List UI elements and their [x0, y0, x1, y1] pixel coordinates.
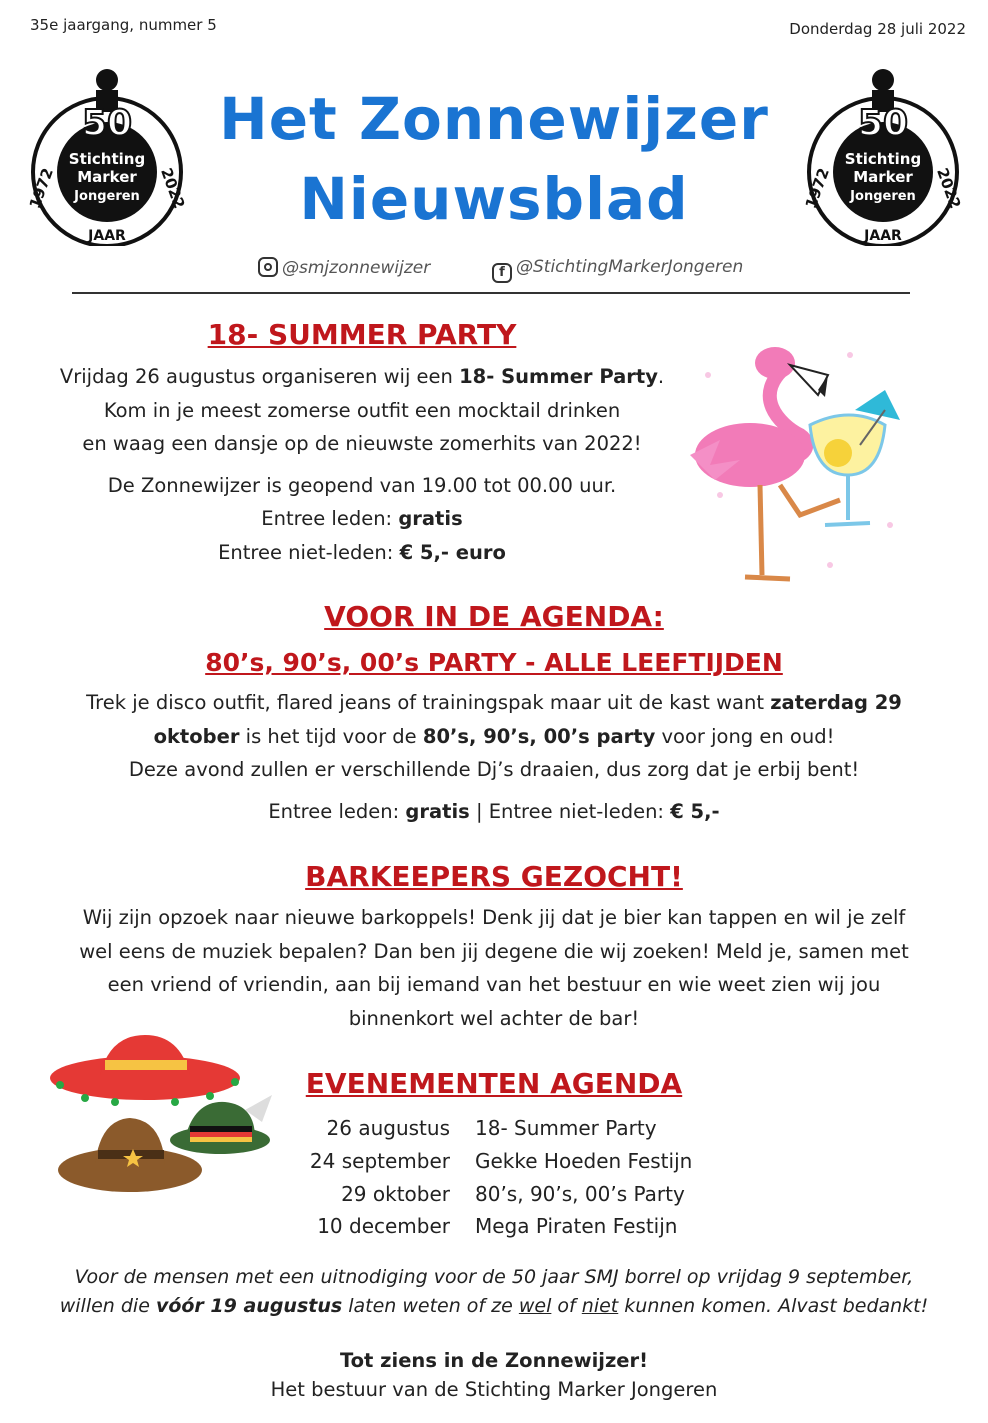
logo-50: 50 [81, 103, 133, 144]
instagram-handle[interactable]: @smjzonnewijzer [258, 257, 430, 278]
closing-text [0, 1346, 988, 1404]
svg-text:Jongeren: Jongeren [850, 189, 916, 204]
event-date: 26 augustus [326, 1116, 450, 1140]
svg-text:1972: 1972 [802, 165, 833, 211]
svg-text:50: 50 [857, 103, 909, 144]
event-name: Mega Piraten Festijn [475, 1214, 678, 1238]
svg-text:Marker: Marker [77, 168, 137, 186]
event-name: 18- Summer Party [475, 1116, 657, 1140]
instagram-icon [258, 257, 278, 277]
barkeepers-heading: BARKEEPERS GEZOCHT! [305, 860, 683, 893]
eighties-party-text: Trek je disco outfit, flared jeans of trainingspak maar uit de kast want zaterdag 29 oktober is het tijd voor de 80’s, 90’s, 00’s party voor jong en oud! Deze avond zullen er verschillende Dj’s draaien, dus zorg dat je erbij bent! Entree leden: gratis | Entree niet-leden: € 5,- [86, 691, 902, 823]
facebook-handle[interactable]: f @StichtingMarkerJongeren [492, 257, 743, 283]
event-name: Gekke Hoeden Festijn [475, 1149, 693, 1173]
svg-text:JAAR: JAAR [88, 228, 126, 244]
barkeepers-text: Wij zijn opzoek naar nieuwe barkoppels! Denk jij dat je bier kan tappen en wil je zelf wel eens de muziek bepalen? Dan ben jij degene die wij zoeken! Meld je, samen met een vriend of vriendin, aan bij iemand van het bestuur en wie weet zien wij jou binnenkort wel achter de bar! [79, 906, 909, 1030]
eighties-party-subheading: 80’s, 90’s, 00’s PARTY - ALLE LEEFTIJDEN [205, 648, 783, 677]
closing-signature: Het bestuur van de Stichting Marker Jongeren [270, 1378, 718, 1401]
newsletter-title-line2: Nieuwsblad [299, 165, 689, 233]
event-date: 10 december [317, 1214, 450, 1238]
borrel-invitation-note: Voor de mensen met een uitnodiging voor de 50 jaar SMJ borrel op vrijdag 9 september, willen die vóór 19 augustus laten weten of ze wel of niet kunnen komen. Alvast bedankt! [59, 1266, 929, 1317]
event-date: 24 september [309, 1149, 450, 1173]
summer-party-text: Vrijdag 26 augustus organiseren wij een 18- Summer Party. Kom in je meest zomerse outfit een mocktail drinken en waag een dansje op de nieuwste zomerhits van 2022! De Zonnewijzer is geopend van 19.00 tot 00.00 uur. Entree leden: gratis Entree niet-leden: € 5,- euro [59, 365, 665, 564]
svg-text:1972: 1972 [26, 165, 57, 211]
svg-text:Stichting: Stichting [844, 150, 922, 168]
event-name: 80’s, 90’s, 00’s Party [475, 1182, 685, 1206]
closing-greeting: Tot ziens in de Zonnewijzer! [339, 1349, 649, 1372]
flamingo-cocktail-illustration [680, 335, 910, 585]
header-divider [72, 292, 910, 294]
events-agenda-list [0, 1112, 988, 1252]
events-agenda-heading: EVENEMENTEN AGENDA [305, 1067, 683, 1100]
facebook-icon: f [492, 263, 512, 283]
issue-date: Donderdag 28 juli 2022 [789, 20, 966, 38]
svg-text:2022: 2022 [933, 165, 964, 211]
svg-text:Stichting: Stichting [68, 150, 146, 168]
volume-label: 35e jaargang, nummer 5 [30, 16, 217, 34]
svg-text:JAAR: JAAR [864, 228, 902, 244]
svg-text:2022: 2022 [157, 165, 188, 211]
event-date: 29 oktober [341, 1182, 450, 1206]
svg-text:Jongeren: Jongeren [74, 189, 140, 204]
newsletter-title-line1: Het Zonnewijzer [219, 85, 769, 153]
voor-in-de-agenda-heading: VOOR IN DE AGENDA: [324, 600, 664, 633]
summer-party-heading: 18- SUMMER PARTY [207, 318, 517, 351]
svg-text:Marker: Marker [853, 168, 913, 186]
